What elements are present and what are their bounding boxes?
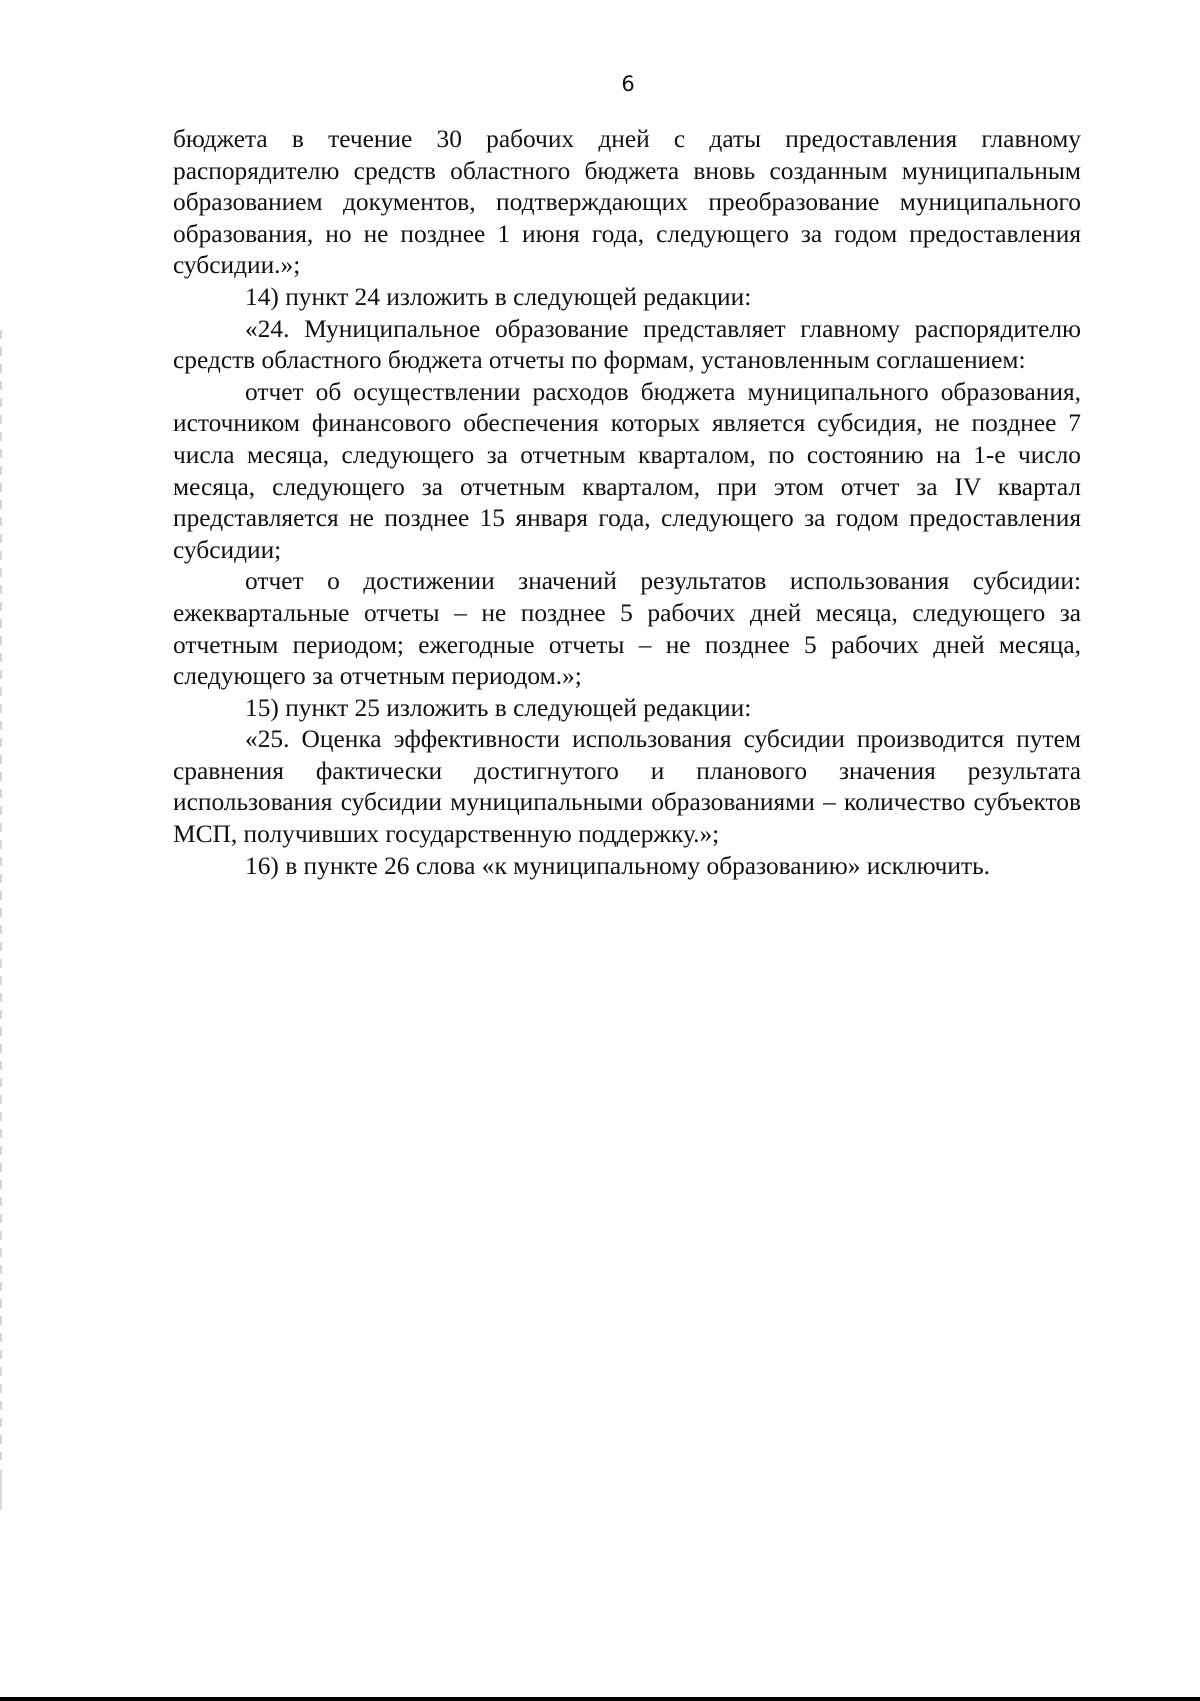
paragraph-item-15: 15) пункт 25 изложить в следующей редакции: — [245, 693, 752, 722]
paragraph-results-report: отчет о достижении значений результатов использования субсидии: ежеквартальные отчеты – не позднее 5 рабочих дней месяца, следующего за отчетным периодом; ежегодные отчеты – не позднее 5 рабочих дней месяца, следующего за отчетным периодом.»; — [173, 567, 1081, 691]
paragraph-expense-report: отчет об осуществлении расходов бюджета муниципального образования, источником финансового обеспечения которых является субсидия, не позднее 7 числа месяца, следующего за отчетным кварталом, по состоянию на 1-е число месяца, следующего за отчетным кварталом, при этом отчет за IV квартал представляется не позднее 15 января года, следующего за годом предоставления субсидии; — [173, 377, 1081, 564]
paragraph-item-14: 14) пункт 24 изложить в следующей редакции: — [245, 282, 752, 311]
scan-edge-artifact — [0, 330, 2, 1460]
scan-edge-artifact-lower — [0, 1470, 2, 1510]
paragraph-continuation: бюджета в течение 30 рабочих дней с даты предоставления главному распорядителю средств областного бюджета вновь созданным муниципальным образованием документов, подтверждающих преобразование муниципального образования, но не позднее 1 июня года, следующего за годом предоставления субсидии.»; — [173, 125, 1081, 280]
paragraph-point-25: «25. Оценка эффективности использования субсидии производится путем сравнения фактически достигнутого и планового значения результата использования субсидии муниципальными образованиями – количество субъектов МСП, получивших государственную поддержку.»; — [173, 725, 1081, 849]
page-bottom-edge — [0, 1697, 1200, 1701]
paragraph-point-24: «24. Муниципальное образование представляет главному распорядителю средств областного бюджета отчеты по формам, установленным соглашением: — [173, 314, 1081, 375]
document-body — [173, 124, 1081, 882]
page-number: 6 — [621, 72, 635, 96]
paragraph-item-16: 16) в пункте 26 слова «к муниципальному образованию» исключить. — [245, 851, 991, 880]
